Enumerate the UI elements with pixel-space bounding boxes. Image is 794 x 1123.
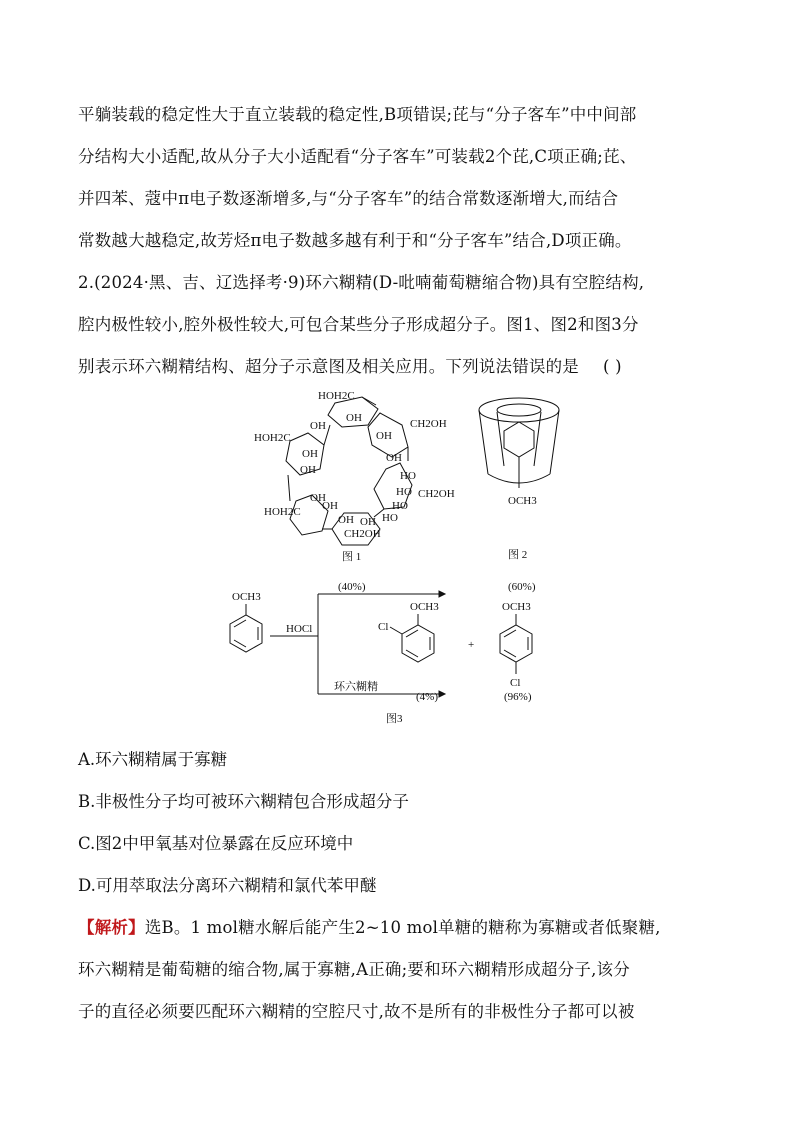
paragraph-line: 分结构大小适配,故从分子大小适配看“分子客车”可装载2个芘,C项正确;芘、 <box>78 147 637 166</box>
paragraph-line: 平躺装载的稳定性大于直立装载的稳定性,B项错误;芘与“分子客车”中中间部 <box>78 105 637 124</box>
chem-label: HOH2C <box>318 390 355 402</box>
ortho-halogen: Cl <box>378 621 389 633</box>
chem-label: OH <box>346 412 362 424</box>
figure3-caption: 图3 <box>386 713 403 725</box>
chem-label: HOH2C <box>264 506 301 518</box>
yield-label: (96%) <box>504 691 532 703</box>
figure1-caption: 图 1 <box>342 551 362 563</box>
start-substituent: OCH3 <box>232 591 261 603</box>
answer-blank: ( ) <box>603 357 622 376</box>
chem-label: HOH2C <box>254 432 291 444</box>
analysis-tag: 【解析】 <box>78 918 145 937</box>
ortho-substituent: OCH3 <box>410 601 439 613</box>
chem-label: OH <box>322 500 338 512</box>
plus-sign: + <box>468 639 475 651</box>
option-b: B.非极性分子均可被环六糊精包合形成超分子 <box>78 792 409 811</box>
chem-label: OH <box>338 514 354 526</box>
yield-label: (40%) <box>338 582 366 593</box>
catalyst-label: 环六糊精 <box>334 681 378 693</box>
analysis-text: 选B。1 mol糖水解后能产生2~10 mol单糖的糖称为寡糖或者低聚糖, <box>144 918 661 937</box>
chem-label: OH <box>360 516 376 528</box>
question-line: 2.(2024·黑、吉、辽选择考·9)环六糊精(D-吡喃葡萄糖缩合物)具有空腔结构, <box>78 273 645 292</box>
yield-label: (60%) <box>508 582 536 593</box>
option-c: C.图2中甲氧基对位暴露在反应环境中 <box>78 834 354 853</box>
reagent-label: HOCl <box>286 623 313 635</box>
para-substituent: OCH3 <box>502 601 531 613</box>
figure2-caption: 图 2 <box>508 549 528 561</box>
chem-label: OH <box>376 430 392 442</box>
option-a: A.环六糊精属于寡糖 <box>78 750 228 769</box>
chem-label: OH <box>310 420 326 432</box>
question-line <box>78 355 622 379</box>
question-line: 腔内极性较小,腔外极性较大,可包合某些分子形成超分子。图1、图2和图3分 <box>78 315 639 334</box>
analysis-line <box>78 916 661 940</box>
chem-label: HO <box>392 500 408 512</box>
para-halogen: Cl <box>510 677 521 689</box>
chem-label: CH2OH <box>344 528 381 540</box>
chem-label: CH2OH <box>418 488 455 500</box>
yield-label: (4%) <box>416 691 438 703</box>
option-d: D.可用萃取法分离环六糊精和氯代苯甲醚 <box>78 876 377 895</box>
analysis-line: 子的直径必须要匹配环六糊精的空腔尺寸,故不是所有的非极性分子都可以被 <box>78 1002 635 1021</box>
figure1-cyclodextrin-structure <box>250 385 470 565</box>
chem-label: OH <box>300 464 316 476</box>
chem-label: CH2OH <box>410 418 447 430</box>
paragraph-line: 常数越大越稳定,故芳烃π电子数越多越有利于和“分子客车”结合,D项正确。 <box>78 231 632 250</box>
chem-label: HO <box>396 486 412 498</box>
chem-label: HO <box>382 512 398 524</box>
figure3-reaction-scheme <box>210 582 580 732</box>
chem-label: HO <box>400 470 416 482</box>
question-text: 别表示环六糊精结构、超分子示意图及相关应用。下列说法错误的是 <box>78 357 579 376</box>
figure2-supramolecule <box>474 396 564 566</box>
paragraph-line: 并四苯、蔻中π电子数逐渐增多,与“分子客车”的结合常数逐渐增大,而结合 <box>78 189 619 208</box>
chem-label: OH <box>310 492 326 504</box>
figure2-substituent: OCH3 <box>508 495 537 507</box>
chem-label: OH <box>302 448 318 460</box>
chem-label: OH <box>386 452 402 464</box>
analysis-line: 环六糊精是葡萄糖的缩合物,属于寡糖,A正确;要和环六糊精形成超分子,该分 <box>78 960 630 979</box>
